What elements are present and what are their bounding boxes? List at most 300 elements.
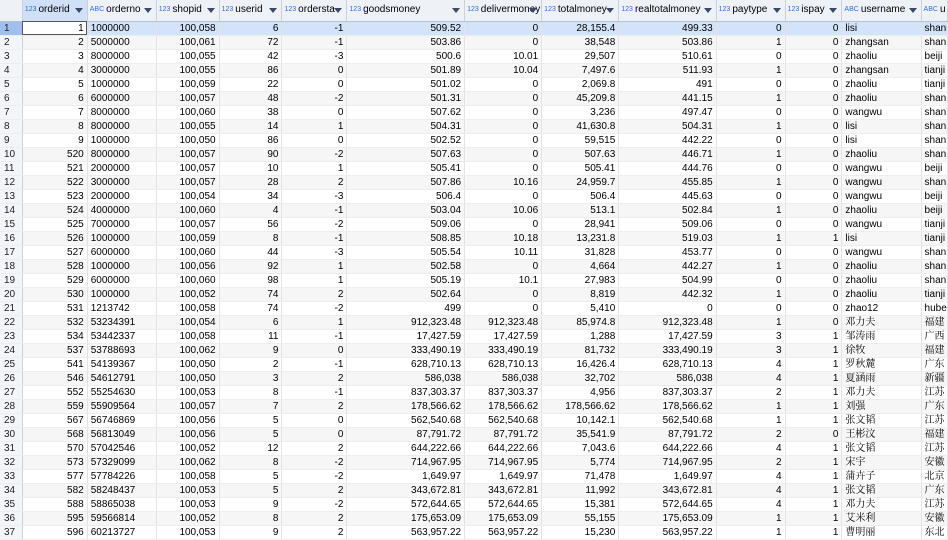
cell-shopid[interactable]: 100,058 (156, 329, 219, 343)
cell-shopid[interactable]: 100,057 (156, 399, 219, 413)
cell-orderno[interactable]: 60213727 (87, 525, 156, 539)
cell-realtotalmoney[interactable]: 442.22 (619, 133, 716, 147)
cell-goodsmoney[interactable]: 501.31 (347, 91, 465, 105)
cell-u[interactable]: 广东 (921, 399, 947, 413)
cell-shopid[interactable]: 100,053 (156, 497, 219, 511)
cell-userid[interactable]: 22 (219, 77, 282, 91)
cell-orderno[interactable]: 53788693 (87, 343, 156, 357)
cell-paytype[interactable]: 0 (716, 245, 785, 259)
cell-userid[interactable]: 8 (219, 455, 282, 469)
cell-goodsmoney[interactable]: 562,540.68 (347, 413, 465, 427)
cell-userid[interactable]: 5 (219, 483, 282, 497)
cell-paytype[interactable]: 0 (716, 161, 785, 175)
cell-delivermoney[interactable]: 17,427.59 (465, 329, 542, 343)
cell-totalmoney[interactable]: 506.4 (542, 189, 619, 203)
cell-totalmoney[interactable]: 507.63 (542, 147, 619, 161)
filter-dropdown-icon[interactable] (829, 8, 837, 13)
cell-delivermoney[interactable]: 912,323.48 (465, 315, 542, 329)
cell-username[interactable]: 张文韬 (842, 441, 921, 455)
filter-dropdown-icon[interactable] (75, 8, 83, 13)
cell-realtotalmoney[interactable]: 441.15 (619, 91, 716, 105)
cell-goodsmoney[interactable]: 503.86 (347, 35, 465, 49)
cell-realtotalmoney[interactable]: 511.93 (619, 63, 716, 77)
cell-paytype[interactable]: 1 (716, 525, 785, 539)
table-row[interactable] (0, 399, 948, 413)
column-header-3[interactable] (219, 0, 282, 21)
cell-ispay[interactable]: 0 (785, 273, 842, 287)
cell-username[interactable]: 曹明丽 (842, 525, 921, 539)
cell-orderno[interactable]: 2000000 (87, 189, 156, 203)
cell-username[interactable]: 罗秋麓 (842, 357, 921, 371)
cell-ordersta[interactable]: -3 (282, 245, 347, 259)
cell-totalmoney[interactable]: 505.41 (542, 161, 619, 175)
table-row[interactable] (0, 497, 948, 511)
cell-paytype[interactable]: 1 (716, 259, 785, 273)
cell-u[interactable]: shan (921, 147, 947, 161)
cell-userid[interactable]: 3 (219, 371, 282, 385)
cell-u[interactable]: tianji (921, 287, 947, 301)
cell-orderid[interactable]: 567 (22, 413, 87, 427)
cell-totalmoney[interactable]: 16,426.4 (542, 357, 619, 371)
row-number[interactable]: 28 (0, 399, 22, 413)
cell-goodsmoney[interactable]: 572,644.65 (347, 497, 465, 511)
column-header-11[interactable] (842, 0, 921, 21)
cell-ispay[interactable]: 0 (785, 63, 842, 77)
cell-totalmoney[interactable]: 13,231.8 (542, 231, 619, 245)
cell-ordersta[interactable]: 2 (282, 525, 347, 539)
row-number[interactable]: 1 (0, 21, 22, 35)
row-number[interactable]: 2 (0, 35, 22, 49)
cell-shopid[interactable]: 100,060 (156, 105, 219, 119)
cell-realtotalmoney[interactable]: 509.06 (619, 217, 716, 231)
cell-totalmoney[interactable]: 45,209.8 (542, 91, 619, 105)
cell-totalmoney[interactable]: 28,941 (542, 217, 619, 231)
table-row[interactable] (0, 245, 948, 259)
cell-u[interactable]: hube (921, 301, 947, 315)
cell-orderno[interactable]: 55909564 (87, 399, 156, 413)
column-header-10[interactable] (785, 0, 842, 21)
cell-shopid[interactable]: 100,054 (156, 315, 219, 329)
cell-goodsmoney[interactable]: 505.54 (347, 245, 465, 259)
cell-goodsmoney[interactable]: 502.52 (347, 133, 465, 147)
cell-shopid[interactable]: 100,057 (156, 217, 219, 231)
cell-shopid[interactable]: 100,057 (156, 147, 219, 161)
cell-totalmoney[interactable]: 27,983 (542, 273, 619, 287)
cell-u[interactable]: beiji (921, 49, 947, 63)
row-number[interactable]: 21 (0, 301, 22, 315)
cell-realtotalmoney[interactable]: 563,957.22 (619, 525, 716, 539)
cell-orderid[interactable]: 573 (22, 455, 87, 469)
cell-goodsmoney[interactable]: 509.06 (347, 217, 465, 231)
cell-goodsmoney[interactable]: 507.63 (347, 147, 465, 161)
cell-ordersta[interactable]: -2 (282, 455, 347, 469)
cell-paytype[interactable]: 0 (716, 189, 785, 203)
cell-goodsmoney[interactable]: 503.04 (347, 203, 465, 217)
cell-ispay[interactable]: 0 (785, 105, 842, 119)
row-number[interactable]: 15 (0, 217, 22, 231)
cell-goodsmoney[interactable]: 563,957.22 (347, 525, 465, 539)
cell-ispay[interactable]: 1 (785, 497, 842, 511)
cell-paytype[interactable]: 4 (716, 371, 785, 385)
table-row[interactable] (0, 63, 948, 77)
cell-shopid[interactable]: 100,052 (156, 441, 219, 455)
cell-shopid[interactable]: 100,056 (156, 259, 219, 273)
cell-goodsmoney[interactable]: 17,427.59 (347, 329, 465, 343)
cell-totalmoney[interactable]: 55,155 (542, 511, 619, 525)
cell-u[interactable]: tianji (921, 77, 947, 91)
cell-userid[interactable]: 28 (219, 175, 282, 189)
cell-orderno[interactable]: 54612791 (87, 371, 156, 385)
row-number[interactable]: 14 (0, 203, 22, 217)
row-number[interactable]: 11 (0, 161, 22, 175)
cell-userid[interactable]: 86 (219, 133, 282, 147)
cell-delivermoney[interactable]: 10.1 (465, 273, 542, 287)
cell-u[interactable]: tianji (921, 217, 947, 231)
cell-totalmoney[interactable]: 2,069.8 (542, 77, 619, 91)
cell-username[interactable]: wangwu (842, 189, 921, 203)
cell-u[interactable]: 安徽 (921, 511, 947, 525)
cell-shopid[interactable]: 100,056 (156, 427, 219, 441)
table-row[interactable] (0, 455, 948, 469)
table-row[interactable] (0, 217, 948, 231)
cell-totalmoney[interactable]: 41,630.8 (542, 119, 619, 133)
row-number[interactable]: 6 (0, 91, 22, 105)
cell-goodsmoney[interactable]: 505.41 (347, 161, 465, 175)
cell-orderno[interactable]: 8000000 (87, 105, 156, 119)
cell-userid[interactable]: 8 (219, 511, 282, 525)
cell-u[interactable]: shan (921, 91, 947, 105)
cell-paytype[interactable]: 0 (716, 105, 785, 119)
cell-ordersta[interactable]: -1 (282, 329, 347, 343)
cell-paytype[interactable]: 0 (716, 301, 785, 315)
cell-orderno[interactable]: 57784226 (87, 469, 156, 483)
filter-dropdown-icon[interactable] (606, 8, 614, 13)
cell-orderid[interactable]: 530 (22, 287, 87, 301)
row-number[interactable]: 24 (0, 343, 22, 357)
cell-paytype[interactable]: 2 (716, 455, 785, 469)
cell-username[interactable]: wangwu (842, 217, 921, 231)
row-number[interactable]: 26 (0, 371, 22, 385)
cell-username[interactable]: 王彬汶 (842, 427, 921, 441)
cell-delivermoney[interactable]: 0 (465, 35, 542, 49)
cell-paytype[interactable]: 4 (716, 357, 785, 371)
cell-orderno[interactable]: 8000000 (87, 119, 156, 133)
cell-delivermoney[interactable]: 628,710.13 (465, 357, 542, 371)
cell-orderid[interactable]: 559 (22, 399, 87, 413)
cell-totalmoney[interactable]: 178,566.62 (542, 399, 619, 413)
cell-delivermoney[interactable]: 0 (465, 161, 542, 175)
cell-shopid[interactable]: 100,050 (156, 357, 219, 371)
cell-ispay[interactable]: 0 (785, 161, 842, 175)
row-number[interactable]: 34 (0, 483, 22, 497)
table-row[interactable] (0, 525, 948, 539)
cell-userid[interactable]: 90 (219, 147, 282, 161)
cell-shopid[interactable]: 100,053 (156, 385, 219, 399)
row-number[interactable]: 36 (0, 511, 22, 525)
cell-realtotalmoney[interactable]: 586,038 (619, 371, 716, 385)
cell-userid[interactable]: 98 (219, 273, 282, 287)
cell-u[interactable]: 北京 (921, 469, 947, 483)
cell-realtotalmoney[interactable]: 343,672.81 (619, 483, 716, 497)
cell-totalmoney[interactable]: 85,974.8 (542, 315, 619, 329)
cell-u[interactable]: tianji (921, 231, 947, 245)
cell-paytype[interactable]: 0 (716, 49, 785, 63)
cell-paytype[interactable]: 1 (716, 203, 785, 217)
cell-orderno[interactable]: 56746869 (87, 413, 156, 427)
cell-userid[interactable]: 2 (219, 357, 282, 371)
cell-ordersta[interactable]: 0 (282, 343, 347, 357)
cell-ordersta[interactable]: -2 (282, 147, 347, 161)
cell-ispay[interactable]: 0 (785, 259, 842, 273)
cell-totalmoney[interactable]: 1,288 (542, 329, 619, 343)
filter-dropdown-icon[interactable] (144, 8, 152, 13)
cell-delivermoney[interactable]: 343,672.81 (465, 483, 542, 497)
cell-ordersta[interactable]: -1 (282, 21, 347, 35)
cell-goodsmoney[interactable]: 508.85 (347, 231, 465, 245)
cell-shopid[interactable]: 100,058 (156, 469, 219, 483)
cell-shopid[interactable]: 100,056 (156, 413, 219, 427)
cell-goodsmoney[interactable]: 499 (347, 301, 465, 315)
table-row[interactable] (0, 371, 948, 385)
cell-goodsmoney[interactable]: 1,649.97 (347, 469, 465, 483)
cell-shopid[interactable]: 100,058 (156, 301, 219, 315)
cell-orderno[interactable]: 58248437 (87, 483, 156, 497)
table-row[interactable] (0, 287, 948, 301)
cell-paytype[interactable]: 1 (716, 63, 785, 77)
cell-delivermoney[interactable]: 1,649.97 (465, 469, 542, 483)
cell-u[interactable]: beiji (921, 161, 947, 175)
cell-delivermoney[interactable]: 0 (465, 119, 542, 133)
cell-delivermoney[interactable]: 0 (465, 217, 542, 231)
table-row[interactable] (0, 427, 948, 441)
cell-orderno[interactable]: 8000000 (87, 147, 156, 161)
cell-delivermoney[interactable]: 10.04 (465, 63, 542, 77)
table-row[interactable] (0, 161, 948, 175)
table-row[interactable] (0, 35, 948, 49)
cell-delivermoney[interactable]: 0 (465, 147, 542, 161)
table-row[interactable] (0, 301, 948, 315)
cell-orderid[interactable]: 577 (22, 469, 87, 483)
cell-totalmoney[interactable]: 81,732 (542, 343, 619, 357)
cell-orderid[interactable]: 546 (22, 371, 87, 385)
cell-ordersta[interactable]: 2 (282, 511, 347, 525)
cell-ordersta[interactable]: -1 (282, 357, 347, 371)
cell-ispay[interactable]: 0 (785, 315, 842, 329)
cell-paytype[interactable]: 1 (716, 91, 785, 105)
cell-realtotalmoney[interactable]: 333,490.19 (619, 343, 716, 357)
cell-shopid[interactable]: 100,052 (156, 511, 219, 525)
cell-userid[interactable]: 48 (219, 91, 282, 105)
cell-realtotalmoney[interactable]: 519.03 (619, 231, 716, 245)
cell-realtotalmoney[interactable]: 491 (619, 77, 716, 91)
row-number[interactable]: 30 (0, 427, 22, 441)
cell-username[interactable]: 徐牧 (842, 343, 921, 357)
cell-totalmoney[interactable]: 15,230 (542, 525, 619, 539)
column-header-1[interactable] (87, 0, 156, 21)
cell-orderid[interactable]: 521 (22, 161, 87, 175)
cell-realtotalmoney[interactable]: 442.27 (619, 259, 716, 273)
cell-goodsmoney[interactable]: 506.4 (347, 189, 465, 203)
table-row[interactable] (0, 189, 948, 203)
cell-goodsmoney[interactable]: 175,653.09 (347, 511, 465, 525)
cell-userid[interactable]: 56 (219, 217, 282, 231)
cell-totalmoney[interactable]: 8,819 (542, 287, 619, 301)
cell-userid[interactable]: 34 (219, 189, 282, 203)
cell-ispay[interactable]: 1 (785, 455, 842, 469)
cell-paytype[interactable]: 1 (716, 413, 785, 427)
cell-goodsmoney[interactable]: 644,222.66 (347, 441, 465, 455)
cell-orderno[interactable]: 8000000 (87, 49, 156, 63)
row-number[interactable]: 19 (0, 273, 22, 287)
cell-ispay[interactable]: 0 (785, 189, 842, 203)
cell-ordersta[interactable]: 1 (282, 259, 347, 273)
cell-ordersta[interactable]: 1 (282, 315, 347, 329)
cell-orderno[interactable]: 2000000 (87, 161, 156, 175)
cell-goodsmoney[interactable]: 502.64 (347, 287, 465, 301)
cell-ordersta[interactable]: 2 (282, 399, 347, 413)
table-row[interactable] (0, 231, 948, 245)
cell-shopid[interactable]: 100,060 (156, 203, 219, 217)
cell-u[interactable]: 江苏 (921, 441, 947, 455)
cell-shopid[interactable]: 100,050 (156, 371, 219, 385)
cell-totalmoney[interactable]: 31,828 (542, 245, 619, 259)
cell-paytype[interactable]: 4 (716, 469, 785, 483)
cell-u[interactable]: 广西 (921, 329, 947, 343)
cell-shopid[interactable]: 100,052 (156, 287, 219, 301)
cell-totalmoney[interactable]: 4,956 (542, 385, 619, 399)
cell-orderid[interactable]: 524 (22, 203, 87, 217)
cell-ispay[interactable]: 1 (785, 371, 842, 385)
cell-ordersta[interactable]: 0 (282, 133, 347, 147)
cell-ordersta[interactable]: 1 (282, 119, 347, 133)
row-number[interactable]: 13 (0, 189, 22, 203)
cell-paytype[interactable]: 3 (716, 343, 785, 357)
cell-goodsmoney[interactable]: 586,038 (347, 371, 465, 385)
cell-totalmoney[interactable]: 3,236 (542, 105, 619, 119)
cell-username[interactable]: 蒲卉子 (842, 469, 921, 483)
cell-goodsmoney[interactable]: 509.52 (347, 21, 465, 35)
cell-goodsmoney[interactable]: 500.6 (347, 49, 465, 63)
cell-ordersta[interactable]: -2 (282, 497, 347, 511)
cell-paytype[interactable]: 0 (716, 77, 785, 91)
cell-ispay[interactable]: 0 (785, 77, 842, 91)
table-row[interactable] (0, 147, 948, 161)
cell-orderno[interactable]: 1213742 (87, 301, 156, 315)
cell-userid[interactable]: 8 (219, 231, 282, 245)
filter-dropdown-icon[interactable] (452, 8, 460, 13)
cell-username[interactable]: wangwu (842, 105, 921, 119)
cell-ordersta[interactable]: -1 (282, 203, 347, 217)
cell-username[interactable]: 艾米利 (842, 511, 921, 525)
cell-paytype[interactable]: 1 (716, 399, 785, 413)
table-row[interactable] (0, 469, 948, 483)
cell-realtotalmoney[interactable]: 17,427.59 (619, 329, 716, 343)
row-number[interactable]: 25 (0, 357, 22, 371)
cell-ispay[interactable]: 0 (785, 175, 842, 189)
cell-u[interactable]: shan (921, 273, 947, 287)
cell-ispay[interactable]: 0 (785, 287, 842, 301)
filter-dropdown-icon[interactable] (909, 8, 917, 13)
row-number[interactable]: 7 (0, 105, 22, 119)
cell-shopid[interactable]: 100,060 (156, 273, 219, 287)
cell-realtotalmoney[interactable]: 444.76 (619, 161, 716, 175)
cell-goodsmoney[interactable]: 87,791.72 (347, 427, 465, 441)
cell-shopid[interactable]: 100,053 (156, 525, 219, 539)
cell-shopid[interactable]: 100,053 (156, 483, 219, 497)
cell-goodsmoney[interactable]: 504.31 (347, 119, 465, 133)
cell-delivermoney[interactable]: 10.01 (465, 49, 542, 63)
table-row[interactable] (0, 105, 948, 119)
cell-ispay[interactable]: 0 (785, 49, 842, 63)
cell-orderid[interactable]: 588 (22, 497, 87, 511)
cell-ordersta[interactable]: -1 (282, 385, 347, 399)
cell-totalmoney[interactable]: 4,664 (542, 259, 619, 273)
cell-realtotalmoney[interactable]: 87,791.72 (619, 427, 716, 441)
cell-u[interactable]: shan (921, 259, 947, 273)
cell-orderid[interactable]: 2 (22, 35, 87, 49)
cell-userid[interactable]: 74 (219, 301, 282, 315)
cell-username[interactable]: 夏涵雨 (842, 371, 921, 385)
column-header-12[interactable] (921, 0, 947, 21)
cell-username[interactable]: 宋宇 (842, 455, 921, 469)
cell-orderid[interactable]: 522 (22, 175, 87, 189)
row-number[interactable]: 17 (0, 245, 22, 259)
column-header-2[interactable] (156, 0, 219, 21)
cell-u[interactable]: shan (921, 105, 947, 119)
cell-orderid[interactable]: 520 (22, 147, 87, 161)
cell-orderno[interactable]: 58865038 (87, 497, 156, 511)
cell-orderid[interactable]: 529 (22, 273, 87, 287)
cell-goodsmoney[interactable]: 912,323.48 (347, 315, 465, 329)
cell-realtotalmoney[interactable]: 714,967.95 (619, 455, 716, 469)
cell-userid[interactable]: 9 (219, 525, 282, 539)
cell-ispay[interactable]: 0 (785, 217, 842, 231)
cell-realtotalmoney[interactable]: 455.85 (619, 175, 716, 189)
column-header-5[interactable] (347, 0, 465, 21)
cell-orderid[interactable]: 527 (22, 245, 87, 259)
column-header-0[interactable] (22, 0, 87, 21)
cell-username[interactable]: zhaoliu (842, 203, 921, 217)
cell-orderno[interactable]: 56813049 (87, 427, 156, 441)
cell-shopid[interactable]: 100,062 (156, 455, 219, 469)
cell-username[interactable]: 张文韬 (842, 413, 921, 427)
cell-goodsmoney[interactable]: 501.89 (347, 63, 465, 77)
cell-shopid[interactable]: 100,050 (156, 133, 219, 147)
table-row[interactable] (0, 385, 948, 399)
table-row[interactable] (0, 511, 948, 525)
cell-ispay[interactable]: 1 (785, 525, 842, 539)
cell-goodsmoney[interactable]: 333,490.19 (347, 343, 465, 357)
table-row[interactable] (0, 413, 948, 427)
cell-orderno[interactable]: 59566814 (87, 511, 156, 525)
cell-ispay[interactable]: 1 (785, 343, 842, 357)
cell-orderno[interactable]: 1000000 (87, 231, 156, 245)
cell-orderid[interactable]: 537 (22, 343, 87, 357)
cell-totalmoney[interactable]: 59,515 (542, 133, 619, 147)
cell-ispay[interactable]: 1 (785, 511, 842, 525)
cell-ordersta[interactable]: -2 (282, 91, 347, 105)
cell-ordersta[interactable]: 0 (282, 105, 347, 119)
cell-orderid[interactable]: 6 (22, 91, 87, 105)
table-row[interactable] (0, 259, 948, 273)
cell-orderno[interactable]: 1000000 (87, 77, 156, 91)
cell-username[interactable]: zhangsan (842, 63, 921, 77)
cell-ordersta[interactable]: -2 (282, 301, 347, 315)
cell-ordersta[interactable]: 0 (282, 427, 347, 441)
cell-u[interactable]: 广东 (921, 357, 947, 371)
cell-ordersta[interactable]: -2 (282, 469, 347, 483)
cell-realtotalmoney[interactable]: 510.61 (619, 49, 716, 63)
